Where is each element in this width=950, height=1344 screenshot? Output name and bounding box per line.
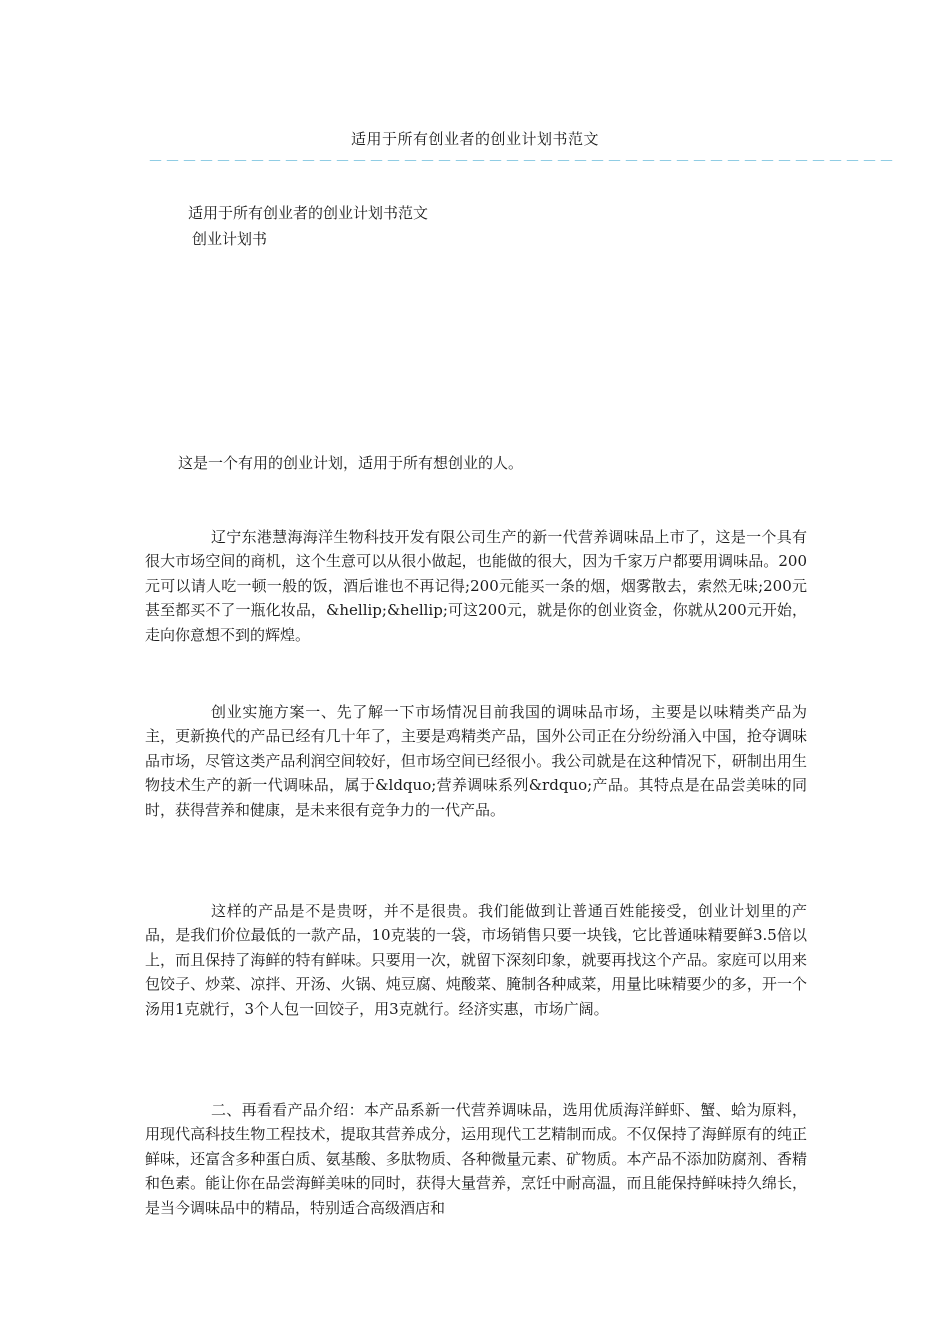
page-title: 适用于所有创业者的创业计划书范文 bbox=[350, 130, 599, 148]
body-paragraph: 这样的产品是不是贵呀，并不是很贵。我们能做到让普通百姓能接受，创业计划里的产品，是我们价位最低的一款产品，10克装的一袋，市场销售只要一块钱，它比普通味精要鲜3.5倍以上，而且保持了海鲜的特有鲜味。只要用一次，就留下深刻印象，就要再找这个产品。家庭可以用来包饺子、炒菜、凉拌、开汤、火锅、炖豆腐、炖酸菜、腌制各种咸菜，用量比味精要少的多，开一个汤用1克就行，3个人包一回饺子，用3克就行。经济实惠，市场广阔。 bbox=[145, 902, 807, 1018]
title-divider: －－－－－－－－－－－－－－－－－－－－－－－－－－－－－－－－－－－－－－－－－－－－ bbox=[148, 152, 897, 170]
body-paragraph: 二、再看看产品介绍：本产品系新一代营养调味品，选用优质海洋鲜虾、蟹、蛤为原料，用现代高科技生物工程技术，提取其营养成分，运用现代工艺精制而成。不仅保持了海鲜原有的纯正鲜味，还富含多种蛋白质、氨基酸、多肽物质、各种微量元素、矿物质。本产品不添加防腐剂、香精和色素。能让你在品尝海鲜美味的同时，获得大量营养，烹饪中耐高温，而且能保持鲜味持久绵长，是当今调味品中的精品，特别适合高级酒店和 bbox=[145, 1101, 807, 1217]
body-paragraph: 辽宁东港慧海海洋生物科技开发有限公司生产的新一代营养调味品上市了，这是一个具有很大市场空间的商机，这个生意可以从很小做起，也能做的很大，因为千家万户都要用调味品。200元可以请人吃一顿一般的饭，酒后谁也不再记得;200元能买一条的烟，烟雾散去，索然无味;200元甚至都买不了一瓶化妆品，&hellip;&hellip;可这200元，就是你的创业资金，你就从200元开始，走向你意想不到的辉煌。 bbox=[145, 528, 807, 644]
intro-text: 这是一个有用的创业计划，适用于所有想创业的人。 bbox=[178, 454, 524, 472]
document-section-title: 创业计划书 bbox=[192, 230, 268, 248]
body-paragraph: 创业实施方案一、先了解一下市场情况目前我国的调味品市场，主要是以味精类产品为主，更新换代的产品已经有几十年了，主要是鸡精类产品，国外公司正在分纷纷涌入中国，抢夺调味品市场，尽管这类产品利润空间较好，但市场空间已经很小。我公司就是在这种情况下，研制出用生物技术生产的新一代调味品，属于&ldquo;营养调味系列&rdquo;产品。其特点是在品尝美味的同时，获得营养和健康，是未来很有竞争力的一代产品。 bbox=[145, 703, 807, 819]
document-subtitle: 适用于所有创业者的创业计划书范文 bbox=[188, 204, 429, 222]
